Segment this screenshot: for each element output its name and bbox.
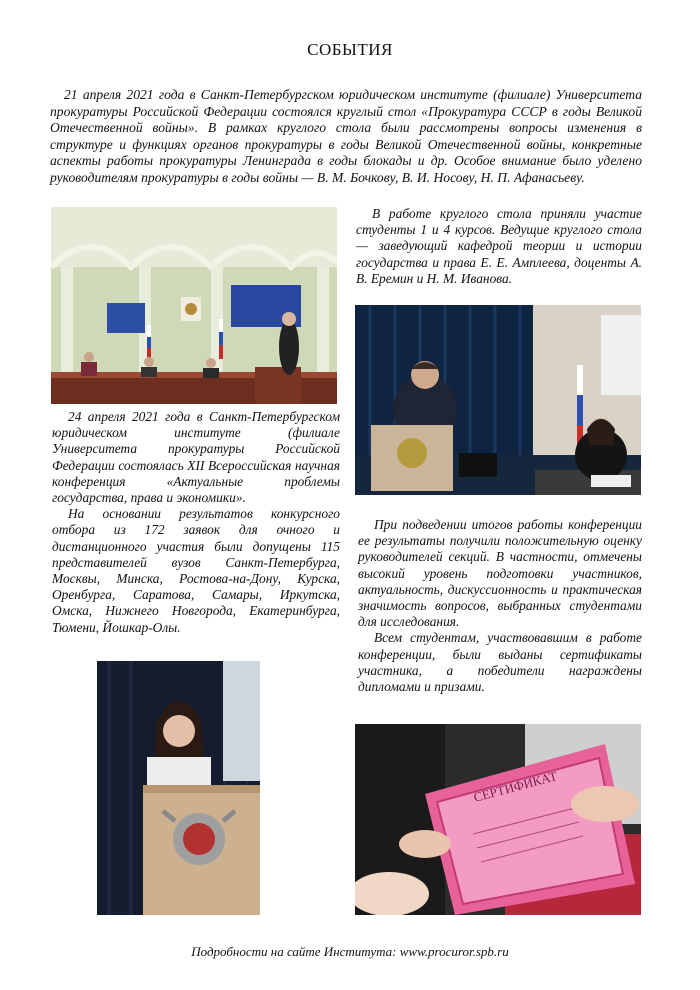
footer-note: Подробности на сайте Института: www.procuror.spb.ru bbox=[191, 944, 509, 959]
page-heading: СОБЫТИЯ bbox=[307, 40, 393, 59]
conference-hall-photo bbox=[51, 207, 337, 404]
speaker-podium-photo bbox=[355, 305, 641, 495]
certificate-photo bbox=[355, 724, 641, 915]
conference-paragraph: 24 апреля 2021 года в Санкт-Петербургском юридическом институте (филиале Университета прокуратуры Российской Федерации состоялась XII Всероссийская научная конференция «Актуальные проблемы государства, права и экономики». bbox=[52, 409, 340, 506]
intro-paragraph: 21 апреля 2021 года в Санкт-Петербургском юридическом институте (филиале) Университета прокуратуры Российской Федерации состоялся круглый стол «Прокуратура СССР в годы Великой Отечественной войны». В рамках круглого стола были рассмотрены вопросы изменения в структуре и функциях органов прокуратуры в годы Великой Отечественной войны, конкретные аспекты работы прокуратуры Ленинграда в годы блокады и др. Особое внимание было уделено руководителям прокуратуры в годы войны — В. М. Бочкову, В. И. Носову, Н. П. Афанасьеву. bbox=[50, 87, 642, 185]
conference-section bbox=[52, 409, 340, 636]
results-section bbox=[358, 517, 642, 695]
student-speaker-photo bbox=[97, 661, 260, 915]
certificates-paragraph: Всем студентам, участвовавшим в работе конференции, были выданы сертификаты участника, а победители награждены дипломами и призами. bbox=[358, 630, 642, 695]
selection-paragraph: На основании результатов конкурсного отбора из 172 заявок для очного и дистанционного участия были допущены 115 представителей вузов Санкт-Петербурга, Москвы, Минска, Ростова-на-Дону, Курска, Оренбурга, Саратова, Самары, Иркутска, Омска, Нижнего Новгорода, Екатеринбурга, Тюмени, Йошкар-Олы. bbox=[52, 506, 340, 635]
certificate-title: СЕРТИФИКАТ bbox=[471, 768, 559, 805]
round-table-participants: В работе круглого стола приняли участие студенты 1 и 4 курсов. Ведущие круглого стола — заведующий кафедрой теории и истории государства и права Е. Е. Амплеева, доценты А. В. Еремин и Н. М. Иванова. bbox=[356, 206, 642, 286]
results-paragraph: При подведении итогов работы конференции ее результаты получили положительную оценку руководителей секций. В частности, отмечены высокий уровень подготовки участников, актуальность, дискуссионность и практическая значимость вопросов, выбранных студентами для исследования. bbox=[358, 517, 642, 630]
